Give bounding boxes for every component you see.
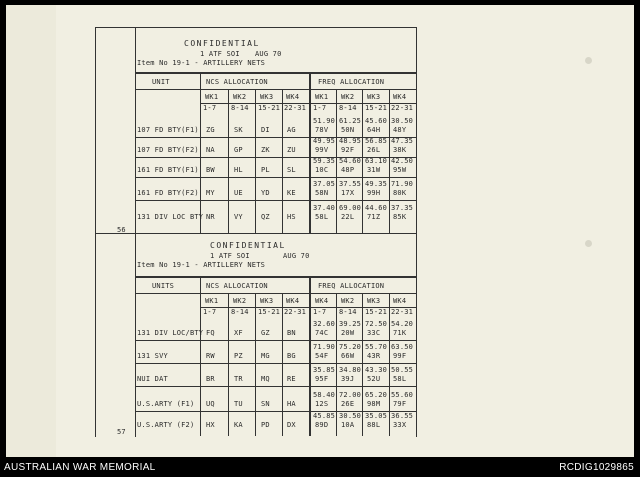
ncs-callsign: VY — [234, 213, 243, 221]
frequency-code: 78V — [315, 126, 329, 134]
frequency-value: 44.60 — [365, 204, 388, 212]
frequency-code: 17X — [341, 189, 355, 197]
frequency-value: 69.00 — [339, 204, 362, 212]
frequency-code: 10C — [315, 166, 329, 174]
frequency-code: 71Z — [367, 213, 381, 221]
frequency-code: 99H — [367, 189, 381, 197]
ncs-callsign: HX — [206, 421, 215, 429]
week-column-line — [336, 293, 337, 436]
page-number: 57 — [117, 428, 126, 436]
frequency-code: 98M — [367, 400, 381, 408]
ncs-column-header: NCS ALLOCATION — [206, 78, 268, 86]
frequency-code: 10A — [341, 421, 355, 429]
week-column-line — [282, 293, 283, 436]
ncs-week-header: WK1 — [205, 93, 219, 101]
section-divider — [95, 233, 417, 234]
frequency-code: 12S — [315, 400, 329, 408]
frequency-code: 43R — [367, 352, 381, 360]
frequency-code: 52U — [367, 375, 381, 383]
frequency-value: 37.40 — [313, 204, 336, 212]
frequency-value: 42.50 — [391, 157, 414, 165]
frequency-value: 45.60 — [365, 117, 388, 125]
soi-date: AUG 70 — [283, 252, 310, 260]
frequency-value: 45.85 — [313, 412, 336, 420]
ncs-callsign: SN — [261, 400, 270, 408]
freq-week-header: WK1 — [315, 93, 329, 101]
frequency-code: 54F — [315, 352, 329, 360]
item-title: Item No 19-1 - ARTILLERY NETS — [137, 261, 266, 269]
row-separator — [135, 363, 417, 364]
confidential-heading: CONFIDENTIAL — [184, 39, 260, 48]
ncs-week-header: WK2 — [233, 297, 247, 305]
frequency-value: 72.50 — [365, 320, 388, 328]
frequency-code: 48P — [341, 166, 355, 174]
ncs-callsign: FQ — [206, 329, 215, 337]
ncs-column-header: NCS ALLOCATION — [206, 282, 268, 290]
unit-name: 131 DIV LOC BTY — [137, 213, 204, 221]
page-left-border — [95, 27, 96, 437]
ncs-divider — [200, 276, 201, 436]
frequency-value: 56.85 — [365, 137, 388, 145]
frequency-code: 50N — [341, 126, 355, 134]
ncs-date-range: 15-21 — [258, 104, 281, 112]
unit-name: NUI DAT — [137, 375, 168, 383]
ncs-callsign: MY — [206, 189, 215, 197]
unit-name: 107 FD BTY(F2) — [137, 146, 199, 154]
freq-divider — [310, 72, 311, 233]
punch-hole — [585, 57, 592, 64]
frequency-value: 39.25 — [339, 320, 362, 328]
row-separator — [135, 340, 417, 341]
frequency-value: 47.35 — [391, 137, 414, 145]
frequency-value: 71.90 — [313, 343, 336, 351]
frequency-code: 80K — [393, 189, 407, 197]
item-title: Item No 19-1 - ARTILLERY NETS — [137, 59, 266, 67]
frequency-code: 20W — [341, 329, 355, 337]
table-header-line — [135, 277, 417, 278]
row-separator — [135, 386, 417, 387]
frequency-code: 58N — [315, 189, 329, 197]
page-top-border — [95, 27, 417, 28]
frequency-value: 72.00 — [339, 391, 362, 399]
frequency-value: 58.40 — [313, 391, 336, 399]
ncs-callsign: MG — [261, 352, 270, 360]
ncs-date-range: 8-14 — [231, 104, 249, 112]
frequency-value: 43.30 — [365, 366, 388, 374]
frequency-code: 92F — [341, 146, 355, 154]
ncs-date-range: 1-7 — [203, 104, 217, 112]
frequency-code: 48Y — [393, 126, 407, 134]
ncs-callsign: MQ — [261, 375, 270, 383]
freq-date-range: 22-31 — [391, 308, 414, 316]
ncs-callsign: BW — [206, 166, 215, 174]
frequency-value: 34.80 — [339, 366, 362, 374]
frequency-value: 54.20 — [391, 320, 414, 328]
freq-date-range: 8-14 — [339, 104, 357, 112]
ncs-callsign: ZG — [206, 126, 215, 134]
unit-name: 131 DIV LOC/BTY — [137, 329, 204, 337]
frequency-code: 71K — [393, 329, 407, 337]
ncs-callsign: DX — [287, 421, 296, 429]
header-underline — [135, 293, 417, 294]
week-column-line — [362, 89, 363, 233]
soi-date: AUG 70 — [255, 50, 282, 58]
soi-name: 1 ATF SOI — [200, 50, 240, 58]
frequency-code: 79F — [393, 400, 407, 408]
frequency-value: 75.20 — [339, 343, 362, 351]
ncs-divider — [200, 72, 201, 233]
ncs-callsign: TR — [234, 375, 243, 383]
ncs-callsign: QZ — [261, 213, 270, 221]
frequency-code: 26L — [367, 146, 381, 154]
frequency-value: 32.60 — [313, 320, 336, 328]
frequency-code: 38K — [393, 146, 407, 154]
frequency-code: 33C — [367, 329, 381, 337]
frequency-code: 99F — [393, 352, 407, 360]
frequency-value: 35.05 — [365, 412, 388, 420]
frequency-code: 26E — [341, 400, 355, 408]
week-column-line — [389, 89, 390, 233]
week-column-line — [282, 89, 283, 233]
frequency-value: 30.50 — [339, 412, 362, 420]
ncs-callsign: RW — [206, 352, 215, 360]
ncs-callsign: PD — [261, 421, 270, 429]
frequency-code: 95F — [315, 375, 329, 383]
ncs-callsign: NA — [206, 146, 215, 154]
binding-margin — [6, 5, 56, 457]
freq-week-header: WK2 — [341, 297, 355, 305]
frequency-value: 36.55 — [391, 412, 414, 420]
frequency-value: 55.60 — [391, 391, 414, 399]
frequency-value: 35.85 — [313, 366, 336, 374]
frequency-value: 63.50 — [391, 343, 414, 351]
punch-hole — [585, 240, 592, 247]
week-column-line — [228, 89, 229, 233]
frequency-value: 30.50 — [391, 117, 414, 125]
week-column-line — [389, 293, 390, 436]
header-underline — [135, 89, 417, 90]
ncs-callsign: AG — [287, 126, 296, 134]
week-column-line — [255, 89, 256, 233]
frequency-code: 64H — [367, 126, 381, 134]
ncs-callsign: TU — [234, 400, 243, 408]
frequency-code: 66W — [341, 352, 355, 360]
freq-week-header: WK2 — [341, 93, 355, 101]
frequency-value: 37.55 — [339, 180, 362, 188]
footer-archive-name: AUSTRALIAN WAR MEMORIAL — [4, 462, 156, 473]
ncs-callsign: UQ — [206, 400, 215, 408]
frequency-value: 49.35 — [365, 180, 388, 188]
ncs-callsign: KE — [287, 189, 296, 197]
ncs-callsign: NR — [206, 213, 215, 221]
ncs-callsign: PL — [261, 166, 270, 174]
ncs-week-header: WK4 — [286, 93, 300, 101]
ncs-callsign: HL — [234, 166, 243, 174]
frequency-value: 37.05 — [313, 180, 336, 188]
freq-date-range: 22-31 — [391, 104, 414, 112]
freq-date-range: 1-7 — [313, 104, 327, 112]
frequency-code: 89D — [315, 421, 329, 429]
unit-name: U.S.ARTY (F2) — [137, 421, 195, 429]
frequency-value: 63.10 — [365, 157, 388, 165]
ncs-date-range: 22-31 — [284, 308, 307, 316]
ncs-callsign: HA — [287, 400, 296, 408]
freq-column-header: FREQ ALLOCATION — [318, 282, 385, 290]
unit-column-header: UNIT — [152, 78, 170, 86]
frequency-code: 58L — [315, 213, 329, 221]
ncs-callsign: XF — [234, 329, 243, 337]
ncs-callsign: GZ — [261, 329, 270, 337]
frequency-value: 50.55 — [391, 366, 414, 374]
unit-name: 161 FD BTY(F2) — [137, 189, 199, 197]
frequency-value: 59.35 — [313, 157, 336, 165]
unit-name: U.S.ARTY (F1) — [137, 400, 195, 408]
ncs-week-header: WK1 — [205, 297, 219, 305]
ncs-callsign: SL — [287, 166, 296, 174]
frequency-code: 99V — [315, 146, 329, 154]
frequency-value: 51.90 — [313, 117, 336, 125]
frequency-value: 71.90 — [391, 180, 414, 188]
ncs-callsign: UE — [234, 189, 243, 197]
ncs-week-header: WK2 — [233, 93, 247, 101]
frequency-code: 33X — [393, 421, 407, 429]
ncs-date-range: 1-7 — [203, 308, 217, 316]
table-header-line — [135, 73, 417, 74]
ncs-callsign: HS — [287, 213, 296, 221]
frequency-value: 54.60 — [339, 157, 362, 165]
frequency-value: 61.25 — [339, 117, 362, 125]
frequency-code: 88L — [367, 421, 381, 429]
ncs-callsign: GP — [234, 146, 243, 154]
frequency-code: 39J — [341, 375, 355, 383]
frequency-code: 22L — [341, 213, 355, 221]
freq-week-header: WK4 — [315, 297, 329, 305]
row-separator — [135, 200, 417, 201]
frequency-value: 65.20 — [365, 391, 388, 399]
week-column-line — [228, 293, 229, 436]
week-column-line — [255, 293, 256, 436]
ncs-date-range: 15-21 — [258, 308, 281, 316]
ncs-date-range: 22-31 — [284, 104, 307, 112]
frequency-value: 48.95 — [339, 137, 362, 145]
freq-date-range: 15-21 — [365, 308, 388, 316]
ncs-callsign: YD — [261, 189, 270, 197]
ncs-callsign: ZK — [261, 146, 270, 154]
freq-week-header: WK4 — [393, 297, 407, 305]
soi-name: 1 ATF SOI — [210, 252, 250, 260]
ncs-callsign: ZU — [287, 146, 296, 154]
freq-week-header: WK3 — [367, 297, 381, 305]
freq-date-range: 15-21 — [365, 104, 388, 112]
unit-column-header: UNITS — [152, 282, 175, 290]
ncs-callsign: BG — [287, 352, 296, 360]
ncs-callsign: PZ — [234, 352, 243, 360]
freq-date-range: 1-7 — [313, 308, 327, 316]
ncs-week-header: WK3 — [260, 297, 274, 305]
week-column-line — [336, 89, 337, 233]
frequency-value: 37.35 — [391, 204, 414, 212]
frequency-code: 95W — [393, 166, 407, 174]
footer-record-id: RCDIG1029865 — [559, 462, 634, 473]
frequency-value: 55.70 — [365, 343, 388, 351]
freq-column-header: FREQ ALLOCATION — [318, 78, 385, 86]
ncs-callsign: SK — [234, 126, 243, 134]
ncs-callsign: RE — [287, 375, 296, 383]
ncs-callsign: BR — [206, 375, 215, 383]
frequency-code: 58L — [393, 375, 407, 383]
unit-name: 107 FD BTY(F1) — [137, 126, 199, 134]
week-column-line — [362, 293, 363, 436]
frequency-code: 74C — [315, 329, 329, 337]
freq-date-range: 8-14 — [339, 308, 357, 316]
unit-name: 131 SVY — [137, 352, 168, 360]
freq-week-header: WK3 — [367, 93, 381, 101]
page-number: 56 — [117, 226, 126, 234]
unit-name: 161 FD BTY(F1) — [137, 166, 199, 174]
frequency-value: 49.95 — [313, 137, 336, 145]
freq-week-header: WK4 — [393, 93, 407, 101]
frequency-code: 31W — [367, 166, 381, 174]
row-separator — [135, 177, 417, 178]
ncs-date-range: 8-14 — [231, 308, 249, 316]
frequency-code: 85K — [393, 213, 407, 221]
ncs-week-header: WK3 — [260, 93, 274, 101]
ncs-callsign: BN — [287, 329, 296, 337]
ncs-callsign: DI — [261, 126, 270, 134]
ncs-callsign: KA — [234, 421, 243, 429]
freq-divider — [310, 276, 311, 436]
confidential-heading: CONFIDENTIAL — [210, 241, 286, 250]
ncs-week-header: WK4 — [286, 297, 300, 305]
